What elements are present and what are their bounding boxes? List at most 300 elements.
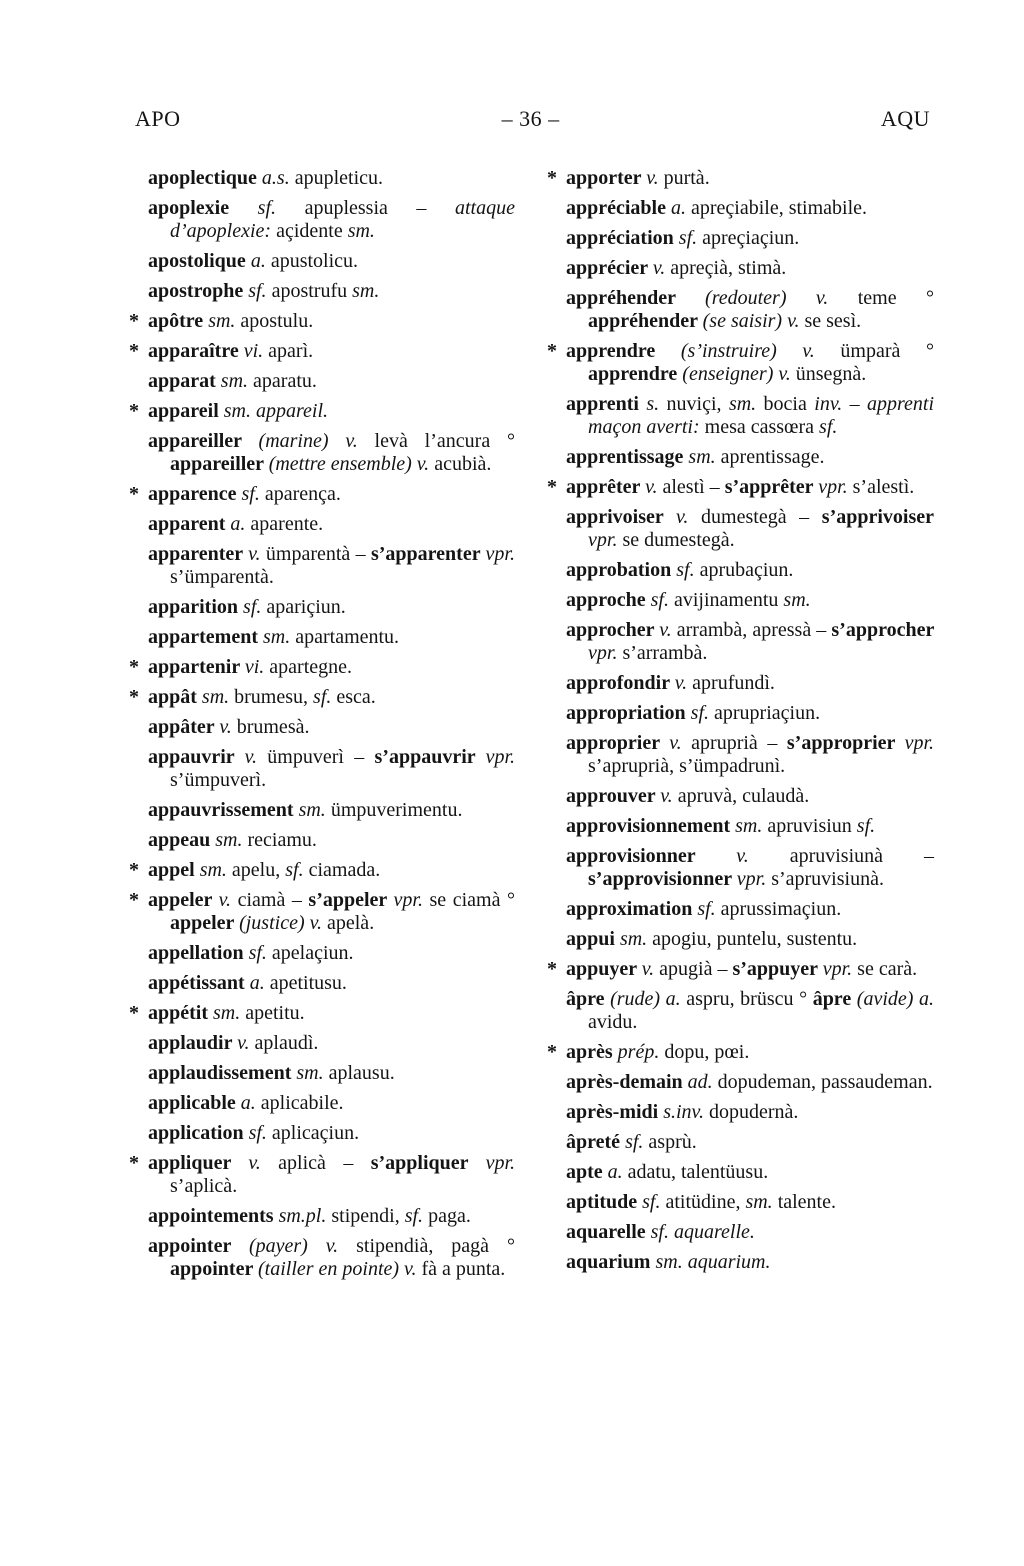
translation-text: s’ümparentà. bbox=[170, 566, 274, 588]
headword: apparition bbox=[148, 596, 244, 618]
dictionary-column bbox=[129, 167, 516, 1288]
grammar-label: sm. bbox=[199, 859, 227, 881]
dictionary-entry bbox=[129, 889, 516, 935]
translation-text: dopudeman, passaudeman. bbox=[712, 1071, 933, 1093]
dictionary-entry bbox=[129, 656, 515, 679]
grammar-label: sf. bbox=[257, 197, 277, 219]
dictionary-entry bbox=[547, 167, 934, 190]
translation-text: ciamada. bbox=[303, 859, 381, 881]
headword: appellation bbox=[148, 942, 249, 964]
grammar-label: vpr. bbox=[485, 543, 515, 565]
headword: appliquer bbox=[148, 1152, 249, 1174]
dictionary-entry bbox=[148, 799, 515, 822]
translation-text: teme ° bbox=[828, 287, 934, 309]
grammar-label: sf. bbox=[285, 859, 304, 881]
grammar-label: vi. bbox=[244, 656, 265, 678]
headword-star-marker: * bbox=[129, 310, 139, 332]
grammar-label: a. bbox=[230, 513, 246, 535]
grammar-label: vi. bbox=[243, 340, 264, 362]
headword-star-marker: * bbox=[129, 859, 139, 881]
grammar-label: s. bbox=[646, 393, 660, 415]
headword: approfondir bbox=[566, 672, 675, 694]
headword: appointer bbox=[170, 1258, 258, 1280]
dictionary-entry bbox=[148, 513, 515, 536]
grammar-label: sf. bbox=[678, 227, 698, 249]
headword: appréhender bbox=[588, 310, 703, 332]
grammar-label: a. bbox=[250, 250, 266, 272]
grammar-label: a. bbox=[607, 1161, 623, 1183]
headword: âpre bbox=[812, 988, 857, 1010]
headword: apoplexie bbox=[148, 197, 258, 219]
grammar-label: sf. bbox=[625, 1131, 644, 1153]
translation-text: aparatu. bbox=[248, 370, 317, 392]
translation-text: apreçiabile, stimabile. bbox=[686, 197, 868, 219]
headword: s’approprier bbox=[786, 732, 905, 754]
translation-text: se dumestegà. bbox=[617, 529, 735, 551]
translation-text: apruvà, culaudà. bbox=[672, 785, 810, 807]
translation-text: avidu. bbox=[588, 1011, 638, 1033]
headword-star-marker: * bbox=[547, 476, 557, 498]
headword: apostrophe bbox=[148, 280, 249, 302]
translation-text: apruvisiun bbox=[762, 815, 857, 837]
dictionary-entry bbox=[148, 1032, 515, 1055]
translation-text: apelu, bbox=[226, 859, 286, 881]
grammar-label: sm.pl. bbox=[278, 1205, 327, 1227]
translation-text: asprù. bbox=[643, 1131, 697, 1153]
translation-text: dopu, pœi. bbox=[659, 1041, 750, 1063]
grammar-label: v. bbox=[660, 785, 673, 807]
grammar-label: vpr. bbox=[904, 732, 935, 754]
headword: s’appuyer bbox=[732, 958, 823, 980]
headword: appointer bbox=[148, 1235, 249, 1257]
headword: âpre bbox=[566, 988, 611, 1010]
headword: appauvrissement bbox=[148, 799, 299, 821]
grammar-label: sm. bbox=[688, 446, 716, 468]
translation-text: aprubaçiun. bbox=[694, 559, 794, 581]
dictionary-entry bbox=[566, 197, 934, 220]
headword: appointements bbox=[148, 1205, 279, 1227]
grammar-label: prép. bbox=[617, 1041, 660, 1063]
dictionary-entry bbox=[129, 310, 515, 333]
headword: approche bbox=[566, 589, 651, 611]
dictionary-entry bbox=[566, 845, 934, 891]
headword: aptitude bbox=[566, 1191, 643, 1213]
translation-text: s’arrambà. bbox=[617, 642, 708, 664]
translation-text: s’alestì. bbox=[847, 476, 915, 498]
headword-star-marker: * bbox=[129, 483, 139, 505]
dictionary-entry bbox=[566, 785, 934, 808]
grammar-label: attaque d’apoplexie: bbox=[170, 197, 515, 242]
dictionary-entry bbox=[148, 430, 515, 476]
grammar-label: sm. bbox=[208, 310, 236, 332]
grammar-label: v. bbox=[244, 746, 258, 768]
grammar-label: sf. bbox=[404, 1205, 424, 1227]
dictionary-entry bbox=[566, 393, 934, 439]
dictionary-entry bbox=[129, 1002, 515, 1025]
translation-text: apruprià – bbox=[681, 732, 787, 754]
dictionary-entry bbox=[148, 167, 515, 190]
translation-text: purtà. bbox=[658, 167, 710, 189]
grammar-label: (avide) a. bbox=[856, 988, 935, 1010]
translation-text: se sesì. bbox=[799, 310, 862, 332]
translation-text: aprupriaçiun. bbox=[709, 702, 821, 724]
headword: appréciation bbox=[566, 227, 679, 249]
translation-text: adatu, talentüusu. bbox=[622, 1161, 769, 1183]
grammar-label: a. bbox=[249, 972, 265, 994]
dictionary-entry bbox=[148, 716, 515, 739]
translation-text: aspru, brüscu ° bbox=[680, 988, 813, 1010]
grammar-label: sm. bbox=[347, 220, 375, 242]
headword: appauvrir bbox=[148, 746, 245, 768]
headword: apparenter bbox=[148, 543, 249, 565]
grammar-label: v. bbox=[676, 506, 689, 528]
dictionary-entry bbox=[566, 257, 934, 280]
headword: appétit bbox=[148, 1002, 213, 1024]
grammar-label: sm. bbox=[619, 928, 648, 950]
headword: approprier bbox=[566, 732, 670, 754]
dictionary-entry bbox=[148, 1205, 515, 1228]
dictionary-entry bbox=[148, 370, 515, 393]
headword: approuver bbox=[566, 785, 661, 807]
translation-text: apelà. bbox=[322, 912, 375, 934]
headword-star-marker: * bbox=[129, 1002, 139, 1024]
headword: apprenti bbox=[566, 393, 647, 415]
dictionary-entry bbox=[566, 928, 934, 951]
translation-text: aplicaçiun. bbox=[266, 1122, 360, 1144]
grammar-label: sf. bbox=[248, 1122, 267, 1144]
grammar-label: v. bbox=[248, 1152, 261, 1174]
headword: applaudissement bbox=[148, 1062, 297, 1084]
dictionary-entry bbox=[547, 1041, 934, 1064]
dictionary-entry bbox=[129, 686, 515, 709]
grammar-label: sf. aquarelle. bbox=[650, 1221, 755, 1243]
dictionary-entry bbox=[566, 589, 934, 612]
grammar-label: sm. bbox=[298, 799, 326, 821]
translation-text: aplausu. bbox=[323, 1062, 395, 1084]
headword: appâter bbox=[148, 716, 220, 738]
grammar-label: (justice) v. bbox=[239, 912, 322, 934]
grammar-label: v. bbox=[674, 672, 688, 694]
headword: apostolique bbox=[148, 250, 251, 272]
headword: s’apprivoiser bbox=[821, 506, 934, 528]
translation-text: stipendià, pagà ° bbox=[338, 1235, 516, 1257]
translation-text: bocia bbox=[756, 393, 815, 415]
grammar-label: a.s. bbox=[261, 167, 290, 189]
headword: application bbox=[148, 1122, 249, 1144]
translation-text: aparença. bbox=[259, 483, 341, 505]
translation-text: alestì – bbox=[657, 476, 725, 498]
headword: appel bbox=[148, 859, 200, 881]
headword: applaudir bbox=[148, 1032, 238, 1054]
dictionary-entry bbox=[148, 250, 515, 273]
headword: après bbox=[566, 1041, 618, 1063]
dictionary-entry bbox=[129, 1152, 516, 1198]
dictionary-entry bbox=[566, 1251, 934, 1274]
grammar-label: sm. bbox=[201, 686, 230, 708]
headword: applicable bbox=[148, 1092, 241, 1114]
grammar-label: sm. bbox=[745, 1191, 773, 1213]
dictionary-entry bbox=[566, 287, 934, 333]
dictionary-entry bbox=[566, 446, 934, 469]
dictionary-entry bbox=[566, 1161, 934, 1184]
headword: apte bbox=[566, 1161, 608, 1183]
grammar-label: inv. bbox=[814, 393, 843, 415]
headword: appareiller bbox=[148, 430, 259, 452]
translation-text: apariçiun. bbox=[261, 596, 346, 618]
dictionary-entry bbox=[129, 859, 515, 882]
headword-star-marker: * bbox=[129, 400, 139, 422]
translation-text: s’apruprià, s’ümpadrunì. bbox=[588, 755, 786, 777]
headword: s’appeler bbox=[308, 889, 394, 911]
dictionary-entry bbox=[566, 988, 934, 1034]
dictionary-entry bbox=[566, 619, 934, 665]
dictionary-entry bbox=[566, 815, 934, 838]
translation-text: ümpuverimentu. bbox=[325, 799, 463, 821]
translation-text: apupleticu. bbox=[289, 167, 384, 189]
grammar-label: a. bbox=[240, 1092, 256, 1114]
translation-text: apartamentu. bbox=[290, 626, 400, 648]
grammar-label: v. bbox=[652, 257, 666, 279]
grammar-label: v. bbox=[218, 889, 232, 911]
translation-text: esca. bbox=[331, 686, 376, 708]
translation-text: apetitusu. bbox=[264, 972, 347, 994]
grammar-label: (rude) a. bbox=[610, 988, 681, 1010]
grammar-label: sf. bbox=[642, 1191, 661, 1213]
translation-text: s’aplicà. bbox=[170, 1175, 238, 1197]
grammar-label: sm. aquarium. bbox=[655, 1251, 771, 1273]
grammar-label: vpr. bbox=[588, 529, 618, 551]
headword: appeau bbox=[148, 829, 216, 851]
dictionary-entry bbox=[148, 596, 515, 619]
translation-text: aplicà – bbox=[260, 1152, 371, 1174]
translation-text: atitüdine, bbox=[660, 1191, 746, 1213]
dictionary-entry bbox=[547, 340, 934, 386]
translation-text: dopudernà. bbox=[703, 1101, 799, 1123]
grammar-label: v. bbox=[646, 167, 659, 189]
dictionary-entry bbox=[129, 340, 515, 363]
headword: appareil bbox=[148, 400, 224, 422]
headword: approvisionnement bbox=[566, 815, 736, 837]
headword: appartenir bbox=[148, 656, 245, 678]
grammar-label: apprenti maçon averti: bbox=[588, 393, 935, 438]
translation-text: avijinamentu bbox=[668, 589, 784, 611]
headword: apoplectique bbox=[148, 167, 262, 189]
headword: âpreté bbox=[566, 1131, 626, 1153]
grammar-label: sf. bbox=[697, 898, 716, 920]
translation-text: brumesà. bbox=[231, 716, 310, 738]
grammar-label: v. bbox=[641, 958, 655, 980]
headword: s’approcher bbox=[831, 619, 934, 641]
grammar-label: v. bbox=[659, 619, 672, 641]
translation-text: ünsegnà. bbox=[790, 363, 867, 385]
dictionary-entry bbox=[547, 476, 934, 499]
headword: apparence bbox=[148, 483, 242, 505]
dictionary-entry bbox=[566, 1131, 934, 1154]
headword: appréhender bbox=[566, 287, 706, 309]
dictionary-entry bbox=[148, 280, 515, 303]
page-number: – 36 – bbox=[501, 106, 560, 131]
dictionary-entry bbox=[566, 1221, 934, 1244]
headword-star-marker: * bbox=[129, 340, 139, 362]
grammar-label: sm. bbox=[783, 589, 811, 611]
translation-text: apreçiaçiun. bbox=[697, 227, 800, 249]
grammar-label: v. bbox=[669, 732, 682, 754]
headword: s’apprêter bbox=[724, 476, 819, 498]
grammar-label: sf. bbox=[676, 559, 695, 581]
headword: apprendre bbox=[588, 363, 683, 385]
grammar-label: sf. bbox=[243, 596, 262, 618]
headword: approbation bbox=[566, 559, 677, 581]
dictionary-entry bbox=[547, 958, 934, 981]
grammar-label: vpr. bbox=[818, 476, 848, 498]
translation-text: apuplessia – bbox=[276, 197, 455, 219]
translation-text: apustolicu. bbox=[265, 250, 359, 272]
headword: appartement bbox=[148, 626, 263, 648]
translation-text: açidente bbox=[271, 220, 348, 242]
grammar-label: v. bbox=[645, 476, 658, 498]
page-header bbox=[135, 106, 930, 132]
headword: approximation bbox=[566, 898, 698, 920]
translation-text: aparente. bbox=[245, 513, 324, 535]
dictionary-column bbox=[547, 167, 935, 1281]
translation-text: levà l’ancura ° bbox=[357, 430, 516, 452]
headword: appeler bbox=[170, 912, 240, 934]
translation-text: acubià. bbox=[429, 453, 492, 475]
translation-text: arrambà, apressà – bbox=[671, 619, 832, 641]
grammar-label: sf. bbox=[241, 483, 260, 505]
translation-text: talente. bbox=[772, 1191, 836, 1213]
translation-text: brumesu, bbox=[229, 686, 314, 708]
grammar-label: (payer) v. bbox=[248, 1235, 339, 1257]
headword: appuyer bbox=[566, 958, 642, 980]
grammar-label: vpr. bbox=[588, 642, 618, 664]
grammar-label: sm. bbox=[215, 829, 243, 851]
headword-star-marker: * bbox=[129, 889, 139, 911]
headword: apprentissage bbox=[566, 446, 689, 468]
headword: appeler bbox=[148, 889, 219, 911]
grammar-label: vpr. bbox=[736, 868, 767, 890]
headword: apparat bbox=[148, 370, 221, 392]
translation-text: se carà. bbox=[852, 958, 918, 980]
translation-text: apartegne. bbox=[264, 656, 353, 678]
grammar-label: (mettre ensemble) v. bbox=[268, 453, 430, 475]
headword: apparaître bbox=[148, 340, 244, 362]
dictionary-entry bbox=[148, 1062, 515, 1085]
dictionary-entry bbox=[566, 506, 934, 552]
translation-text: mesa cassœra bbox=[699, 416, 820, 438]
headword: appât bbox=[148, 686, 202, 708]
translation-text: ümpuverì – bbox=[257, 746, 375, 768]
grammar-label: sm. bbox=[735, 815, 763, 837]
headword: s’apparenter bbox=[370, 543, 486, 565]
headword: appétissant bbox=[148, 972, 250, 994]
headword: apprendre bbox=[566, 340, 681, 362]
translation-text: apetitu. bbox=[240, 1002, 305, 1024]
dictionary-entry bbox=[566, 1191, 934, 1214]
headword-star-marker: * bbox=[129, 656, 139, 678]
dictionary-entry bbox=[566, 559, 934, 582]
grammar-label: sm. appareil. bbox=[223, 400, 329, 422]
dictionary-entry bbox=[566, 702, 934, 725]
translation-text: apruvisiunà – bbox=[748, 845, 935, 867]
grammar-label: (tailler en pointe) v. bbox=[257, 1258, 417, 1280]
grammar-label: (se saisir) v. bbox=[702, 310, 800, 332]
grammar-label: sf. bbox=[313, 686, 332, 708]
translation-text: nuviçi, bbox=[659, 393, 729, 415]
headword: aquarium bbox=[566, 1251, 656, 1273]
grammar-label: a. bbox=[671, 197, 686, 219]
headword: appui bbox=[566, 928, 620, 950]
grammar-label: (s’instruire) v. bbox=[680, 340, 815, 362]
grammar-label: sm. bbox=[296, 1062, 324, 1084]
translation-text: apogiu, puntelu, sustentu. bbox=[647, 928, 858, 950]
translation-text: aprussimaçiun. bbox=[715, 898, 842, 920]
grammar-label: sm. bbox=[213, 1002, 241, 1024]
dictionary-entry bbox=[148, 1235, 515, 1281]
guide-word-left: APO bbox=[135, 106, 181, 131]
translation-text: aplaudì. bbox=[249, 1032, 319, 1054]
headword: aquarelle bbox=[566, 1221, 651, 1243]
dictionary-entry bbox=[566, 1071, 934, 1094]
translation-text: reciamu. bbox=[242, 829, 317, 851]
dictionary-entry bbox=[566, 1101, 934, 1124]
grammar-label: (redouter) v. bbox=[705, 287, 829, 309]
headword: s’appliquer bbox=[370, 1152, 486, 1174]
headword: apparent bbox=[148, 513, 231, 535]
dictionary-entry bbox=[148, 1122, 515, 1145]
headword: apôtre bbox=[148, 310, 209, 332]
grammar-label: vpr. bbox=[393, 889, 423, 911]
translation-text: aprentissage. bbox=[715, 446, 825, 468]
headword: après-midi bbox=[566, 1101, 664, 1123]
dictionary-entry bbox=[148, 1092, 515, 1115]
translation-text: apostrufu bbox=[266, 280, 353, 302]
translation-text: aplicabile. bbox=[255, 1092, 344, 1114]
grammar-label: (marine) v. bbox=[258, 430, 358, 452]
grammar-label: sf. bbox=[650, 589, 669, 611]
headword-star-marker: * bbox=[547, 167, 557, 189]
translation-text: fà a punta. bbox=[416, 1258, 506, 1280]
grammar-label: v. bbox=[248, 543, 261, 565]
headword-star-marker: * bbox=[547, 1041, 557, 1063]
grammar-label: ad. bbox=[687, 1071, 713, 1093]
translation-text: stipendi, bbox=[326, 1205, 405, 1227]
dictionary-entry bbox=[129, 400, 515, 423]
dictionary-entry bbox=[148, 972, 515, 995]
translation-text: ümparà ° bbox=[814, 340, 934, 362]
headword: apporter bbox=[566, 167, 647, 189]
translation-text: apugià – bbox=[654, 958, 733, 980]
translation-text: aparì. bbox=[263, 340, 314, 362]
headword: apprêter bbox=[566, 476, 646, 498]
headword: s’appauvrir bbox=[374, 746, 486, 768]
grammar-label: v. bbox=[237, 1032, 250, 1054]
translation-text: apostulu. bbox=[235, 310, 314, 332]
headword: après-demain bbox=[566, 1071, 688, 1093]
grammar-label: sf. bbox=[248, 280, 267, 302]
grammar-label: sm. bbox=[728, 393, 757, 415]
headword: approvisionner bbox=[566, 845, 737, 867]
grammar-label: sm. bbox=[352, 280, 380, 302]
translation-text: ciamà – bbox=[231, 889, 309, 911]
headword: appropriation bbox=[566, 702, 691, 724]
dictionary-entry bbox=[148, 746, 515, 792]
dictionary-entry bbox=[566, 227, 934, 250]
translation-text: – bbox=[842, 393, 867, 415]
dictionary-entry bbox=[148, 626, 515, 649]
headword: apprivoiser bbox=[566, 506, 677, 528]
translation-text: ümparentà – bbox=[260, 543, 371, 565]
